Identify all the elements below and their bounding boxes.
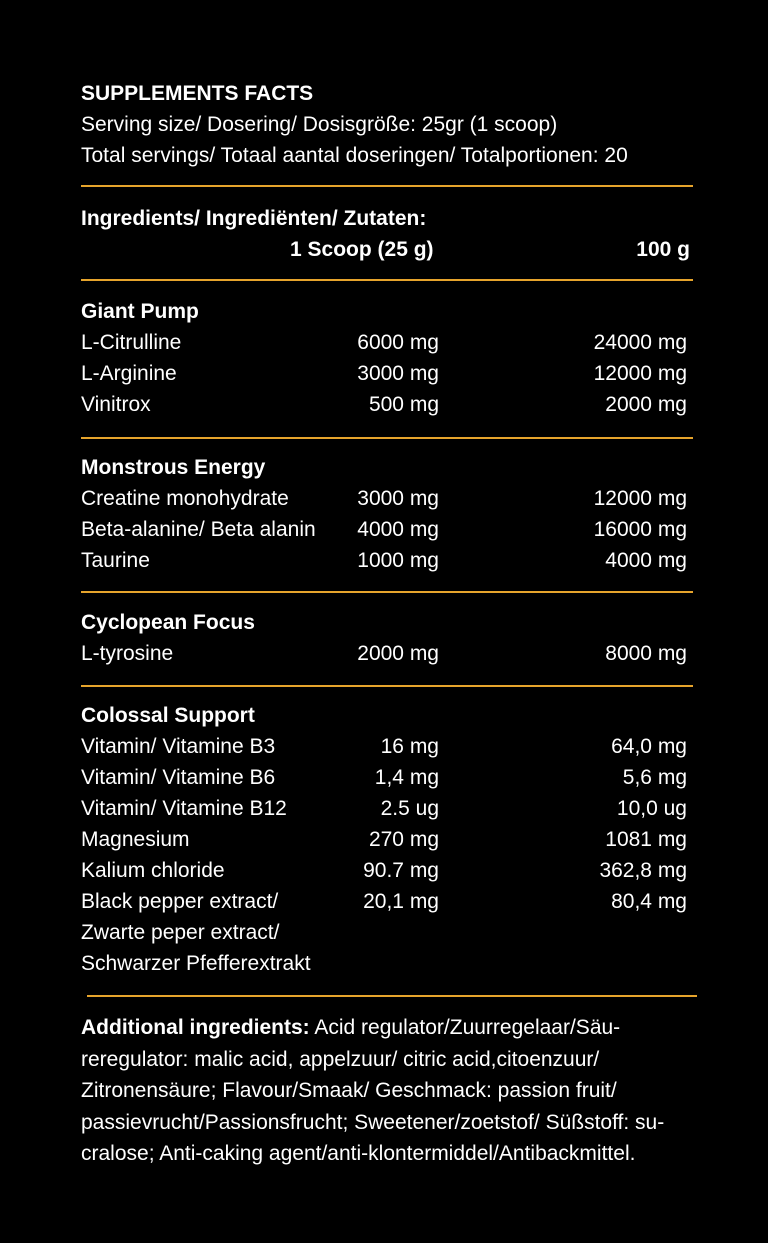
- divider: [81, 185, 693, 187]
- section-giant-pump: [81, 296, 693, 420]
- ingredients-title: Ingredients/ Ingrediënten/ Zutaten:: [81, 207, 427, 230]
- amount-per-scoop: 3000 mg: [357, 487, 439, 510]
- ingredient-row: [81, 389, 693, 420]
- ingredient-name: Creatine monohydrate: [81, 487, 289, 510]
- ingredient-name: L-Citrulline: [81, 331, 182, 354]
- amount-per-100g: 5,6 mg: [622, 766, 687, 789]
- ingredient-row: [81, 824, 693, 855]
- ingredient-row: [81, 917, 693, 948]
- divider: [81, 591, 693, 593]
- amount-per-100g: 362,8 mg: [599, 859, 687, 882]
- amount-per-scoop: 20,1 mg: [363, 890, 439, 913]
- serving-size: Serving size/ Dosering/ Dosisgröße: 25gr (1 scoop): [81, 113, 558, 136]
- facts-header: [81, 79, 701, 171]
- amount-per-scoop: 500 mg: [368, 393, 439, 416]
- amount-per-scoop: 1,4 mg: [374, 766, 439, 789]
- facts-title: SUPPLEMENTS FACTS: [81, 82, 314, 105]
- amount-per-scoop: 6000 mg: [357, 331, 439, 354]
- ingredient-row: [81, 886, 693, 917]
- divider: [81, 437, 693, 439]
- amount-per-100g: 4000 mg: [605, 549, 687, 572]
- ingredient-name: Vitamin/ Vitamine B12: [81, 797, 287, 820]
- amount-per-scoop: 16 mg: [380, 735, 439, 758]
- amount-per-100g: 2000 mg: [605, 393, 687, 416]
- section-colossal-support: [81, 700, 693, 979]
- amount-per-100g: 64,0 mg: [611, 735, 687, 758]
- ingredient-name: Taurine: [81, 549, 150, 572]
- section-title: Colossal Support: [81, 704, 255, 727]
- amount-per-scoop: 4000 mg: [357, 518, 439, 541]
- amount-per-100g: 8000 mg: [605, 642, 687, 665]
- amount-per-100g: 12000 mg: [593, 487, 687, 510]
- column-header-scoop: 1 Scoop (25 g): [290, 238, 434, 261]
- amount-per-scoop: 1000 mg: [357, 549, 439, 572]
- amount-per-100g: 16000 mg: [593, 518, 687, 541]
- amount-per-scoop: 2.5 ug: [380, 797, 439, 820]
- ingredient-name: L-tyrosine: [81, 642, 174, 665]
- ingredient-name: Beta-alanine/ Beta alanin: [81, 518, 316, 541]
- amount-per-100g: 1081 mg: [605, 828, 687, 851]
- ingredient-name: Black pepper extract/: [81, 890, 279, 913]
- section-title: Giant Pump: [81, 300, 199, 323]
- ingredient-row: [81, 514, 693, 545]
- ingredient-row: [81, 855, 693, 886]
- ingredient-row: [81, 545, 693, 576]
- amount-per-scoop: 3000 mg: [357, 362, 439, 385]
- ingredient-row: [81, 793, 693, 824]
- column-header-100g: 100 g: [636, 238, 690, 261]
- amount-per-100g: 10,0 ug: [616, 797, 687, 820]
- ingredient-row: [81, 327, 693, 358]
- amount-per-scoop: 90.7 mg: [363, 859, 439, 882]
- total-servings: Total servings/ Totaal aantal doseringen/ Totalportionen: 20: [81, 144, 628, 167]
- section-monstrous-energy: [81, 452, 693, 576]
- amount-per-scoop: 270 mg: [368, 828, 439, 851]
- ingredient-row: [81, 483, 693, 514]
- additional-ingredients-label: Additional ingredients:: [81, 1016, 310, 1039]
- ingredient-name: Vitamin/ Vitamine B6: [81, 766, 276, 789]
- ingredient-name: Magnesium: [81, 828, 190, 851]
- ingredient-name: Schwarzer Pfefferextrakt: [81, 952, 311, 975]
- ingredient-row: [81, 731, 693, 762]
- additional-ingredients-text: Acid regulator/Zuurregelaar/Säu-reregulator: malic acid, appelzuur/ citric acid,citoenzuur/ Zitronensäure; Flavour/Smaak/ Geschmack: passion fruit/ passievrucht/Passionsfrucht; Sweetener/zoetstof/ Süßstoff: su-cralose; Anti-caking agent/anti-klontermiddel/Antibackmittel.: [81, 1016, 665, 1165]
- amount-per-100g: 80,4 mg: [611, 890, 687, 913]
- amount-per-100g: 24000 mg: [593, 331, 687, 354]
- ingredient-name: Vitamin/ Vitamine B3: [81, 735, 276, 758]
- amount-per-scoop: 2000 mg: [357, 642, 439, 665]
- ingredient-name: Zwarte peper extract/: [81, 921, 280, 944]
- ingredient-row: [81, 948, 693, 979]
- amount-per-100g: 12000 mg: [593, 362, 687, 385]
- divider: [81, 685, 693, 687]
- ingredient-row: [81, 358, 693, 389]
- section-title: Monstrous Energy: [81, 456, 266, 479]
- ingredient-name: Vinitrox: [81, 393, 151, 416]
- ingredient-row: [81, 762, 693, 793]
- divider: [81, 279, 693, 281]
- ingredient-row: [81, 638, 693, 669]
- divider: [87, 995, 697, 997]
- ingredient-name: L-Arginine: [81, 362, 177, 385]
- section-cyclopean-focus: [81, 607, 693, 669]
- section-title: Cyclopean Focus: [81, 611, 255, 634]
- ingredient-name: Kalium chloride: [81, 859, 225, 882]
- additional-ingredients: [81, 1012, 696, 1170]
